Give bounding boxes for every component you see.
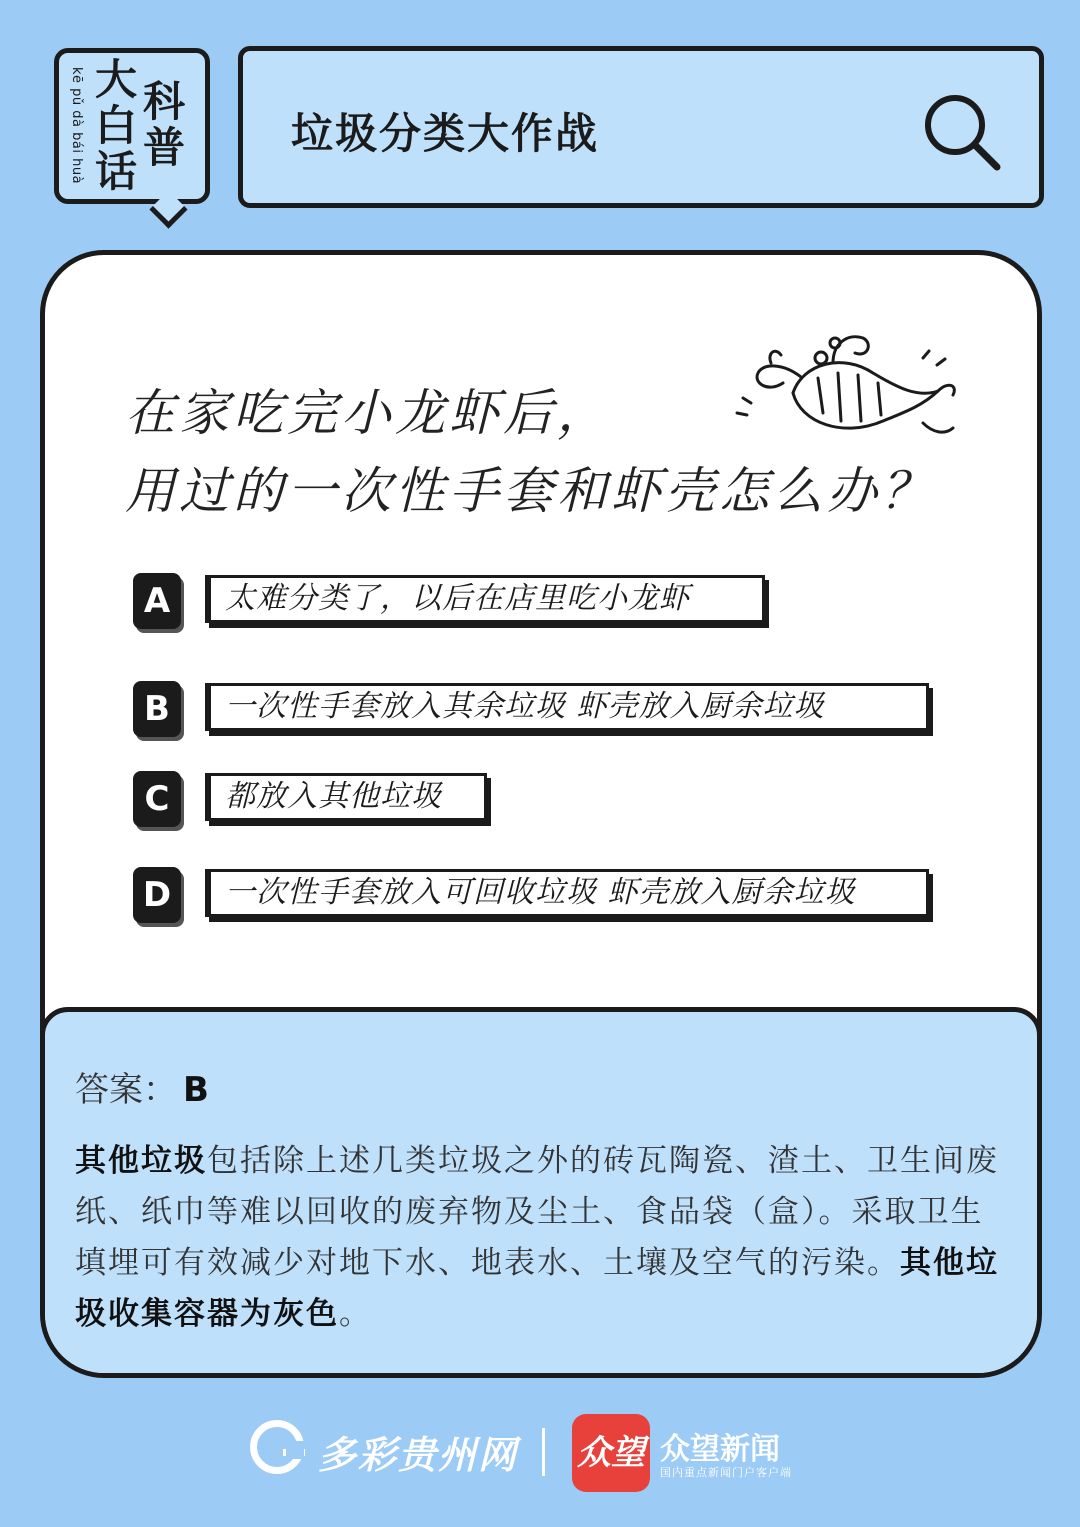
option-text: 一次性手套放入可回收垃圾 虾壳放入厨余垃圾 xyxy=(205,869,929,917)
option-letter: B xyxy=(133,681,181,737)
brand-zw-name: 众望新闻 xyxy=(660,1432,780,1467)
page-title: 垃圾分类大作战 xyxy=(291,109,600,158)
logo-char: 科 xyxy=(143,77,186,126)
search-icon[interactable] xyxy=(921,91,1003,173)
zw-logo-icon: 众望 xyxy=(572,1414,650,1492)
option-letter: A xyxy=(133,573,181,629)
dcgz-logo-icon xyxy=(250,1420,304,1474)
option-letter: C xyxy=(133,771,181,827)
logo-char: 白 xyxy=(95,101,138,150)
option-text: 都放入其他垃圾 xyxy=(205,773,487,821)
answer-label: 答案： xyxy=(75,1070,177,1110)
option-text: 太难分类了，以后在店里吃小龙虾 xyxy=(205,575,765,623)
question-card xyxy=(40,250,1042,1378)
option-text: 一次性手套放入其余垃圾 虾壳放入厨余垃圾 xyxy=(205,683,929,731)
explanation-bold: 其他垃圾收集容器为灰色 xyxy=(75,1245,999,1332)
footer-brands xyxy=(250,1410,810,1490)
question-line-2: 用过的一次性手套和虾壳怎么办？ xyxy=(125,462,935,520)
logo-char: 大 xyxy=(95,55,138,104)
brand-zw-subtitle: 国内重点新闻门户客户端 xyxy=(660,1466,792,1479)
option-letter: D xyxy=(133,867,181,923)
answer-value: B xyxy=(183,1070,209,1110)
answer-explanation xyxy=(75,1136,1010,1340)
shrimp-illustration xyxy=(723,303,963,463)
question-line-1: 在家吃完小龙虾后， xyxy=(125,384,611,442)
brand-dcgz: 多彩贵州网 xyxy=(318,1432,519,1477)
logo-badge xyxy=(54,48,210,204)
answer-line xyxy=(75,1062,209,1111)
explanation-text: 包括除上述几类垃圾之外的砖瓦陶瓷、渣土、卫生间废纸、纸巾等难以回收的废弃物及尘土、食品袋（盒）。采取卫生填埋可有效减少对地下水、地表水、土壤及空气的污染。 xyxy=(75,1143,999,1281)
footer-divider xyxy=(542,1428,545,1476)
answer-panel xyxy=(40,1007,1042,1378)
search-bar[interactable] xyxy=(238,46,1044,208)
logo-pinyin: kē pǔ dà bái huà xyxy=(69,67,84,185)
explanation-text: 。 xyxy=(339,1296,372,1332)
logo-char: 话 xyxy=(95,147,138,196)
explanation-bold: 其他垃圾 xyxy=(75,1143,207,1179)
logo-char: 普 xyxy=(143,123,186,172)
